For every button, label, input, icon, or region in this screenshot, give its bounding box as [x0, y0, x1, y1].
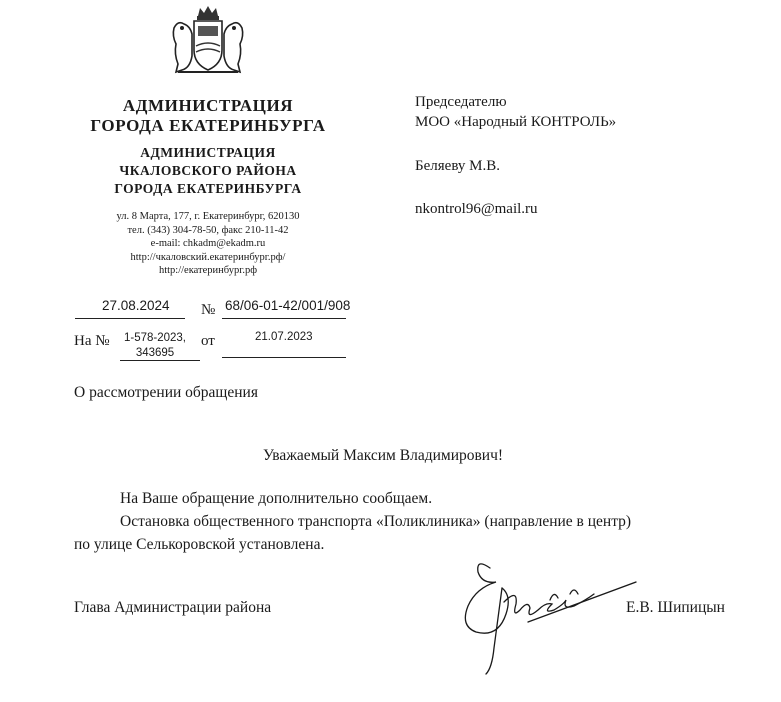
body-paragraph1: На Ваше обращение дополнительно сообщаем. — [120, 490, 433, 507]
subject: О рассмотрении обращения — [74, 384, 258, 401]
admin-city-line1: АДМИНИСТРАЦИЯ — [122, 96, 294, 115]
ref-number-line2: 343695 — [135, 347, 175, 359]
ekaterinburg-coat-of-arms-icon — [168, 6, 248, 78]
letterhead-address: ул. 8 Марта, 177, г. Екатеринбург, 620130 — [116, 211, 300, 222]
letterhead-site1: http://чкаловский.екатеринбург.рф/ — [130, 251, 286, 263]
addressee-line2: МОО «Народный КОНТРОЛЬ» — [415, 114, 617, 130]
ref-label: На № — [74, 333, 110, 349]
ref-date: 21.07.2023 — [255, 331, 313, 343]
registration-date: 27.08.2024 — [102, 298, 170, 313]
handwritten-signature-icon — [446, 548, 646, 678]
addressee-block — [415, 92, 616, 132]
signatory-position: Глава Администрации района — [74, 599, 272, 616]
body-paragraph2-line1: Остановка общественного транспорта «Поликлиника» (направление в центр) — [120, 513, 632, 530]
district-line2: ЧКАЛОВСКОГО РАЙОНА — [119, 163, 297, 178]
ref-date-underline — [222, 357, 346, 358]
letterhead-phone: тел. (343) 304-78-50, факс 210-11-42 — [127, 224, 289, 236]
ref-from-label: от — [201, 333, 215, 349]
letterhead-email: e-mail: chkadm@ekadm.ru — [150, 238, 266, 249]
letterhead-site2: http://екатеринбург.рф — [158, 265, 258, 276]
district-line1: АДМИНИСТРАЦИЯ — [140, 145, 276, 160]
addressee-email: nkontrol96@mail.ru — [415, 201, 538, 217]
salutation: Уважаемый Максим Владимирович! — [263, 447, 504, 464]
addressee-line1: Председателю — [415, 94, 507, 110]
registration-number: 68/06-01-42/001/908 — [225, 298, 351, 313]
addressee-name: Беляеву М.В. — [415, 158, 500, 174]
body-paragraph2-line2: по улице Селькоровской установлена. — [74, 536, 325, 553]
district-title — [58, 144, 358, 198]
ref-number — [112, 331, 198, 361]
registration-date-underline — [75, 318, 185, 319]
admin-city-line2: ГОРОДА ЕКАТЕРИНБУРГА — [90, 116, 326, 135]
ref-number-line1: 1-578-2023, — [123, 332, 187, 344]
ref-number-underline — [120, 360, 200, 361]
registration-number-label: № — [201, 302, 216, 318]
letterhead-contacts — [58, 210, 358, 278]
district-line3: ГОРОДА ЕКАТЕРИНБУРГА — [114, 181, 302, 196]
admin-city-title — [58, 96, 358, 136]
signatory-name: Е.В. Шипицын — [626, 599, 725, 616]
registration-number-underline — [222, 318, 346, 319]
